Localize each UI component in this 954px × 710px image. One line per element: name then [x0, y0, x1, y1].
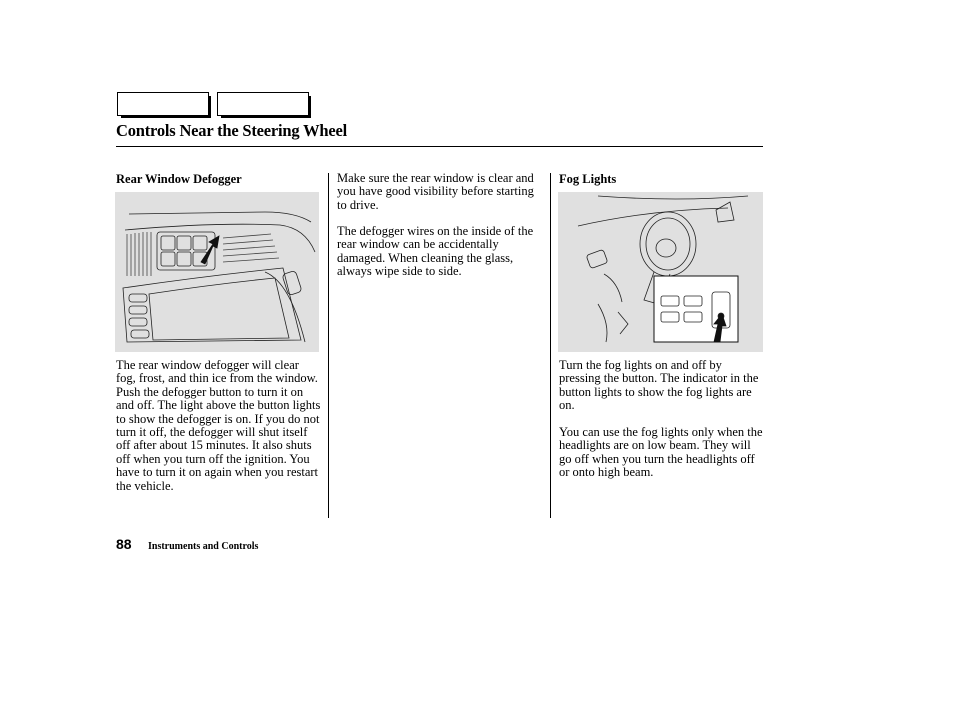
fog-lights-illustration	[558, 192, 763, 352]
column-divider-2	[550, 173, 551, 518]
fog-lights-condition: You can use the fog lights only when the headlights are on low beam. They will go off when you turn the headlights off or onto high beam.	[559, 425, 763, 480]
defogger-visibility-note: Make sure the rear window is clear and you have good visibility before starting to drive.	[337, 171, 534, 212]
section-footer-label: Instruments and Controls	[148, 541, 259, 552]
page-title: Controls Near the Steering Wheel	[116, 121, 347, 140]
fog-lights-operation: Turn the fog lights on and off by pressing the button. The indicator in the button lights to show the fog lights are on.	[559, 358, 759, 413]
nav-next-button[interactable]	[217, 92, 309, 116]
nav-prev-button[interactable]	[117, 92, 209, 116]
defogger-wires-note: The defogger wires on the inside of the rear window can be accidentally damaged. When cleaning the glass, always wipe side to side.	[337, 224, 534, 279]
defogger-heading: Rear Window Defogger	[116, 172, 242, 186]
fog-lights-heading: Fog Lights	[559, 172, 617, 186]
column-divider-1	[328, 173, 329, 518]
defogger-description: The rear window defogger will clear fog, frost, and thin ice from the window. Push the defogger button to turn it on and off. The light above the button lights to show the defogger is on. If you do not turn it off, the defogger will shut itself off after about 15 minutes. It also shuts off when you turn off the ignition. You have to turn it on again when you restart the vehicle.	[116, 358, 321, 493]
title-divider	[116, 146, 763, 147]
defogger-illustration	[115, 192, 319, 352]
page-number: 88	[116, 536, 132, 552]
